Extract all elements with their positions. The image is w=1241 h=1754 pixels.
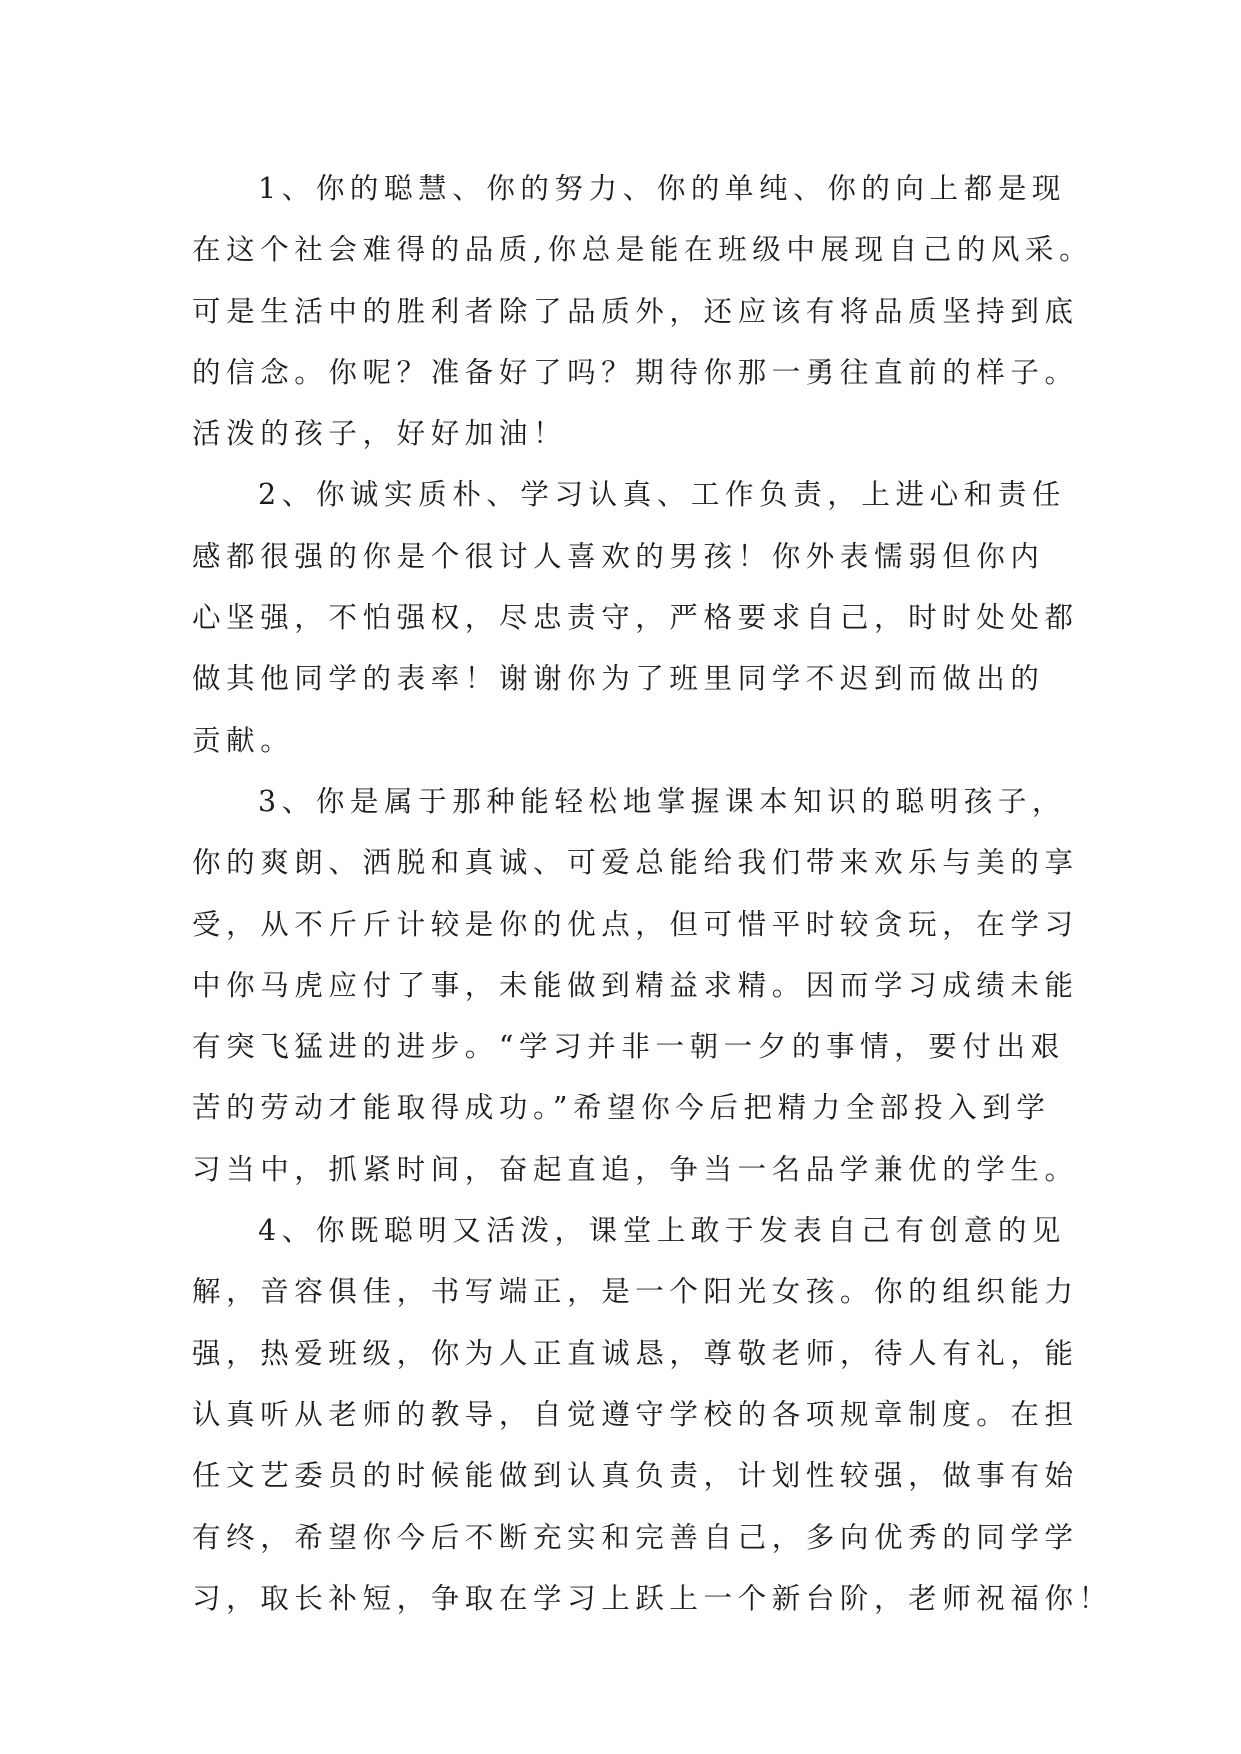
text-line: 可是生活中的胜利者除了品质外，还应该有将品质坚持到底 — [192, 294, 1079, 328]
text-line: 有终，希望你今后不断充实和完善自己，多向优秀的同学学 — [192, 1520, 1079, 1554]
text-line: 解，音容俱佳，书写端正，是一个阳光女孩。你的组织能力 — [192, 1275, 1079, 1309]
text-line: 你的爽朗、洒脱和真诚、可爱总能给我们带来欢乐与美的享 — [192, 846, 1079, 880]
text-line: 2、你诚实质朴、学习认真、工作负责，上进心和责任 — [258, 478, 1067, 512]
text-line: 中你马虎应付了事，未能做到精益求精。因而学习成绩未能 — [192, 968, 1079, 1002]
text-line: 有突飞猛进的进步。“学习并非一朝一夕的事情，要付出艰 — [192, 1030, 1065, 1064]
text-line: 4、你既聪明又活泼，课堂上敢于发表自己有创意的见 — [258, 1214, 1067, 1248]
text-line: 3、你是属于那种能轻松地掌握课本知识的聪明孩子， — [258, 784, 1067, 818]
paragraph-1 — [192, 158, 1094, 464]
text-line: 做其他同学的表率！谢谢你为了班里同学不迟到而做出的 — [192, 662, 1045, 696]
text-line: 活泼的孩子，好好加油！ — [192, 417, 568, 451]
text-line: 的信念。你呢？准备好了吗？期待你那一勇往直前的样子。 — [192, 355, 1079, 389]
text-line: 感都很强的你是个很讨人喜欢的男孩！你外表懦弱但你内 — [192, 539, 1045, 573]
paragraph-3 — [192, 771, 1079, 1200]
text-line: 心坚强，不怕强权，尽忠责守，严格要求自己，时时处处都 — [192, 601, 1079, 635]
paragraph-2 — [192, 464, 1079, 770]
text-line: 受，从不斤斤计较是你的优点，但可惜平时较贪玩，在学习 — [192, 907, 1079, 941]
text-line: 在这个社会难得的品质,你总是能在班级中展现自己的风采。 — [192, 233, 1094, 267]
text-line: 1、你的聪慧、你的努力、你的单纯、你的向上都是现 — [258, 172, 1067, 205]
text-line: 认真听从老师的教导，自觉遵守学校的各项规章制度。在担 — [192, 1397, 1079, 1431]
text-line: 贡献。 — [192, 723, 295, 757]
paragraph-4 — [192, 1200, 1113, 1629]
text-line: 习当中，抓紧时间，奋起直追，争当一名品学兼优的学生。 — [192, 1152, 1079, 1186]
text-line: 习，取长补短，争取在学习上跃上一个新台阶，老师祝福你！ — [192, 1581, 1113, 1615]
document-body — [192, 158, 1113, 1629]
text-line: 苦的劳动才能取得成功。”希望你今后把精力全部投入到学 — [192, 1091, 1051, 1125]
text-line: 任文艺委员的时候能做到认真负责，计划性较强，做事有始 — [192, 1459, 1079, 1493]
text-line: 强，热爱班级，你为人正直诚恳，尊敬老师，待人有礼，能 — [192, 1336, 1079, 1370]
